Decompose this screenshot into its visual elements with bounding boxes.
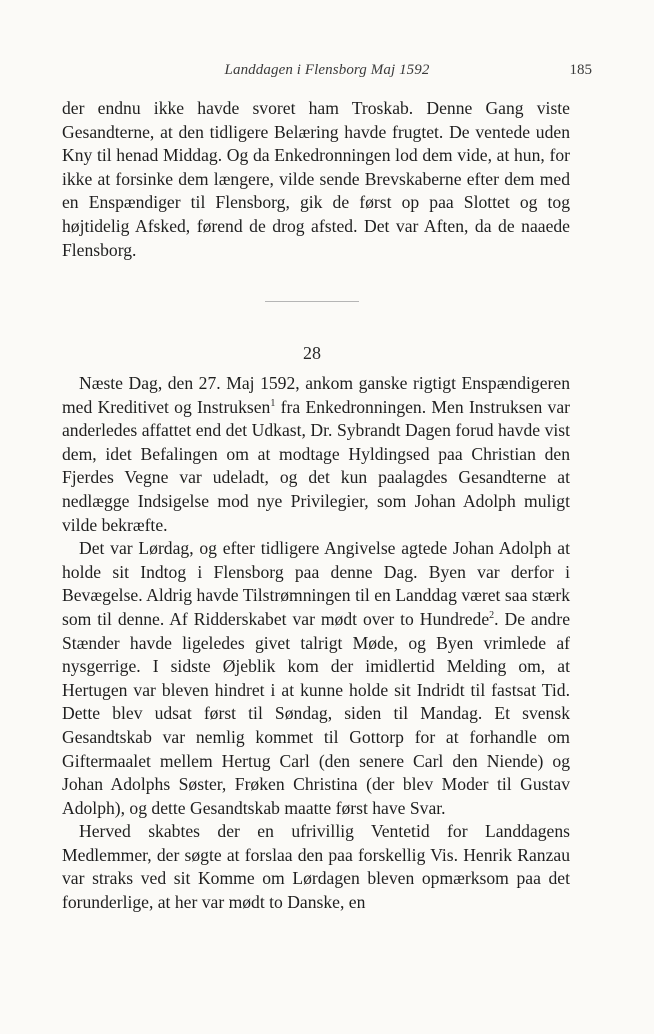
running-title: Landdagen i Flensborg Maj 1592 (224, 62, 430, 78)
chapter-paragraph-1 (62, 372, 570, 537)
paragraph-1-text-a: Næste Dag, den 27. Maj 1592, ankom ganske rigtigt Enspændigeren med Kreditivet og Instruksen (62, 373, 570, 417)
chapter-paragraph-2 (62, 537, 570, 820)
running-head (62, 62, 592, 82)
paragraph-2-text-b: . De andre Stænder havde ligeledes givet talrigt Møde, og Byen vrimlede af nysgerrige. I sidste Øjeblik kom der imidlertid Melding om, at Hertugen var bleven hindret i at kunne holde sit Indridt til fastsat Tid. Dette blev udsat først til Søndag, siden til Mandag. Et svensk Gesandtskab var nemlig kommet til Gottorp for at forhandle om Giftermaalet mellem Hertug Carl (den senere Carl den Niende) og Johan Adolphs Søster, Frøken Christina (der blev Moder til Gustav Adolph), og dette Gesandtskab maatte først have Svar. (62, 608, 571, 818)
section-divider (265, 301, 359, 302)
chapter-number: 28 (303, 343, 321, 363)
opening-text-block (62, 97, 570, 262)
chapter-paragraph-3: Herved skabtes der en ufrivillig Ventetid for Landdagens Medlemmer, der søgte at forslaa den paa forskellig Vis. Henrik Ranzau var straks ved sit Komme om Lørdagen bleven opmærksom paa det forunderlige, at her var mødt to Danske, en (62, 821, 570, 913)
footnote-ref-2[interactable]: 2 (489, 610, 495, 622)
paragraph-1-text-b: fra Enkedronningen. Men Instruksen var anderledes affattet end det Udkast, Dr. Sybrandt Dagen forud havde vist dem, idet Befalingen om at modtage Hyldingsed paa Christian den Fjerdes Vegne var udeladt, og det kun paalagdes Gesandterne at nedlægge Indsigelse mod nye Privilegier, som Johan Adolph muligt vilde bekræfte. (62, 396, 570, 535)
chapter-text-block (62, 372, 570, 915)
paragraph-2-text-a: Det var Lørdag, og efter tidligere Angivelse agtede Johan Adolph at holde sit Indtog i Flensborg paa denne Dag. Byen var derfor i Bevægelse. Aldrig havde Tilstrømningen til en Landdag været saa stærk som til denne. Af Ridderskabet var mødt over to Hundrede (62, 538, 570, 629)
opening-paragraph: der endnu ikke havde svoret ham Troskab. Denne Gang viste Gesandterne, at den tidligere Belæring havde frugtet. De ventede uden Kny til henad Middag. Og da Enkedronningen lod dem vide, at hun, for ikke at forsinke dem længere, vilde sende Brevskaberne efter dem med en Enspændiger til Flensborg, gik de først op paa Slottet og tog højtidelig Afsked, førend de drog afsted. Det var Aften, da de naaede Flensborg. (62, 98, 570, 260)
page-number: 185 (569, 62, 592, 78)
footnote-ref-1[interactable]: 1 (270, 397, 276, 409)
